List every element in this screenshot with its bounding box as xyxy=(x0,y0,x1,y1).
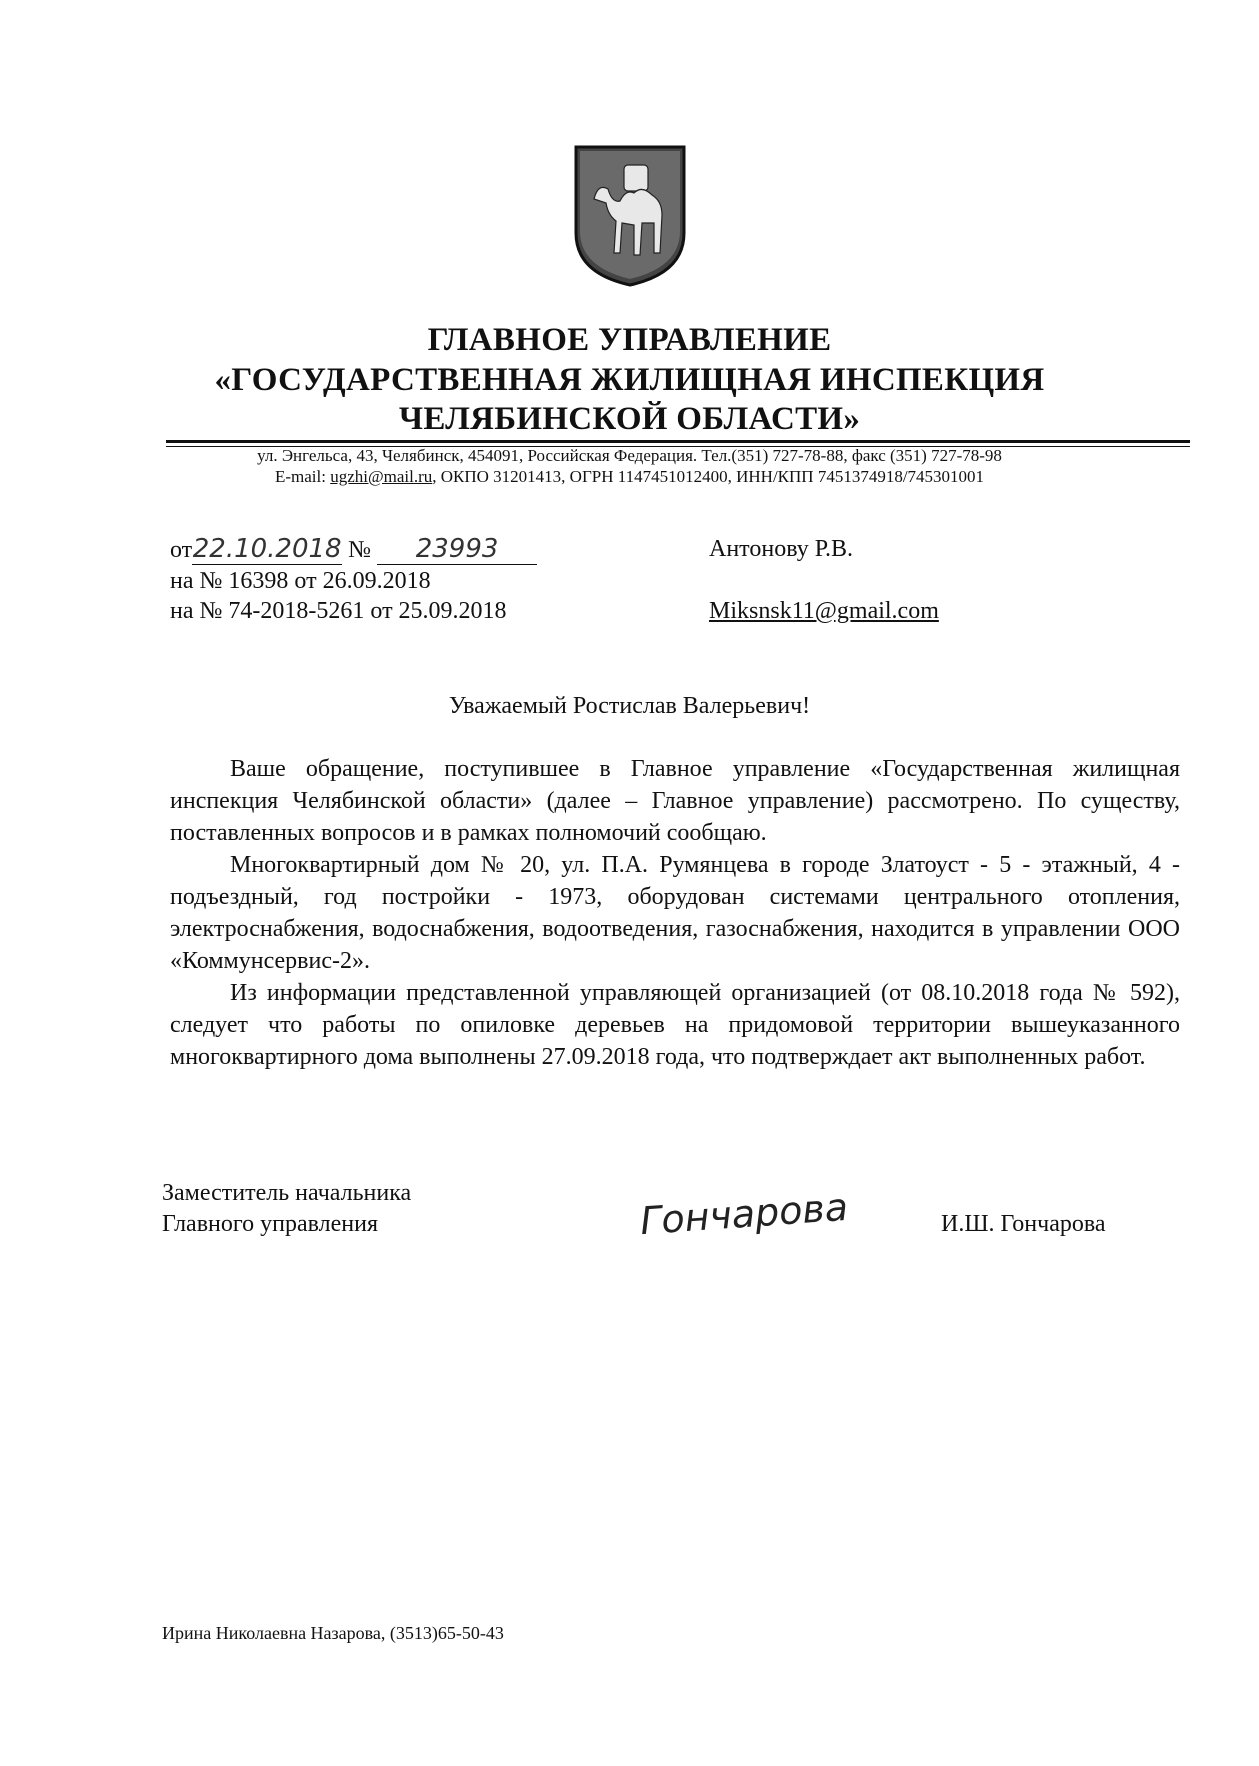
outgoing-reference xyxy=(170,534,537,565)
number-label: № xyxy=(348,537,372,563)
handwritten-signature: Гончарова xyxy=(638,1184,850,1244)
greeting: Уважаемый Ростислав Валерьевич! xyxy=(448,693,811,719)
body-paragraph: Из информации представленной управляющей организацией (от 08.10.2018 года № 592), следует что работы по опиловке деревьев на придомовой территории вышеуказанного многоквартирного дома выполнены 27.09.2018 года, что подтверждает акт выполненных работ. xyxy=(170,980,1180,1070)
from-label: от xyxy=(170,537,193,563)
letter-body xyxy=(170,753,1180,1073)
signatory-name: И.Ш. Гончарова xyxy=(941,1211,1106,1237)
body-paragraph: Ваше обращение, поступившее в Главное управление «Государственная жилищная инспекция Челябинской области» (далее – Главное управление) рассмотрено. По существу, поставленных вопросов и в рамках полномочий сообщаю. xyxy=(170,756,1180,846)
handwritten-date: 22.10.2018 xyxy=(192,534,342,564)
org-title-line-2: «ГОСУДАРСТВЕННАЯ ЖИЛИЩНАЯ ИНСПЕКЦИЯ xyxy=(214,362,1045,398)
org-title-line-1: ГЛАВНОЕ УПРАВЛЕНИЕ xyxy=(427,322,832,358)
email-label: E-mail: xyxy=(274,467,331,486)
org-contacts xyxy=(0,467,1259,487)
signatory-position-line-1: Заместитель начальника xyxy=(162,1180,412,1206)
addressee-email[interactable]: Miksnsk11@gmail.com xyxy=(709,598,939,624)
org-title-line-3: ЧЕЛЯБИНСКОЙ ОБЛАСТИ» xyxy=(398,401,861,437)
org-address: ул. Энгельса, 43, Челябинск, 454091, Российская Федерация. Тел.(351) 727-78-88, факс (351) 727-78-98 xyxy=(257,446,1002,465)
signatory-position-line-2: Главного управления xyxy=(162,1211,378,1237)
org-codes: , ОКПО 31201413, ОГРН 1147451012400, ИНН/КПП 7451374918/745301001 xyxy=(432,467,985,486)
body-paragraph: Многоквартирный дом № 20, ул. П.А. Румянцева в городе Златоуст - 5 - этажный, 4 - подъездный, год постройки - 1973, оборудован системами центрального отопления, электроснабжения, водоснабжения, водоотведения, газоснабжения, находится в управлении ООО «Коммунсервис-2». xyxy=(170,852,1180,974)
addressee-name: Антонову Р.В. xyxy=(709,536,854,562)
header-rule-thick xyxy=(166,440,1190,443)
reply-reference-1: на № 16398 от 26.09.2018 xyxy=(170,568,431,594)
coat-of-arms-emblem xyxy=(572,143,688,288)
org-email-link[interactable]: ugzhi@mail.ru xyxy=(330,467,433,486)
reply-reference-2: на № 74-2018-5261 от 25.09.2018 xyxy=(170,598,507,624)
handwritten-number: 23993 xyxy=(377,534,537,565)
executor-contact: Ирина Николаевна Назарова, (3513)65-50-43 xyxy=(162,1623,504,1643)
